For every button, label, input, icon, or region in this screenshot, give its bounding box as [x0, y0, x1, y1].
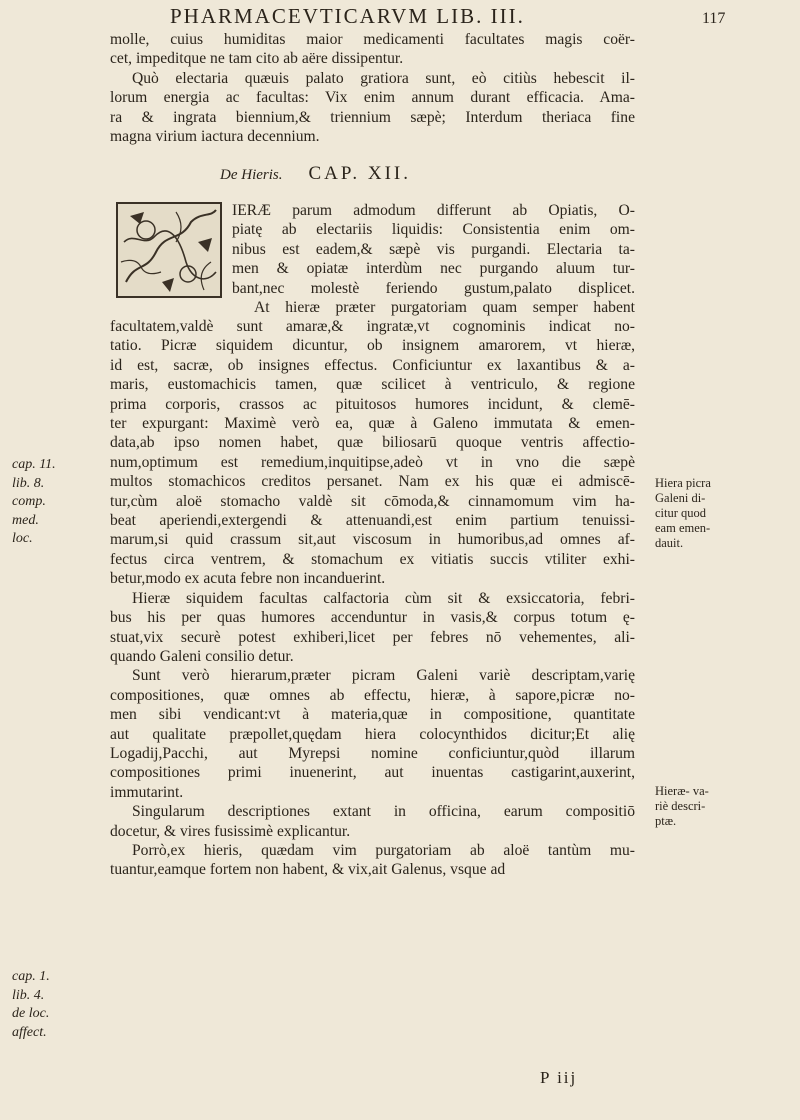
chapter-heading [220, 163, 580, 185]
text-line: magna virium iactura decennium. [110, 128, 320, 146]
margin-line: lib. 8. [12, 475, 45, 491]
text-line: immutarint. [110, 783, 184, 801]
margin-line: cap. 11. [12, 457, 56, 472]
text-line: piatę ab electariis liquidis: Consistentia enim om- [232, 221, 635, 239]
text-line: facultatem,valdè sunt amaræ,& ingratæ,vt cognominis indicat no- [110, 318, 635, 335]
margin-line: ptæ. [655, 814, 677, 828]
text-line: cet, impeditque ne tam cito ab aëre dissipentur. [110, 50, 404, 68]
text-line: bus his per quas humores accenduntur in vasis,& corpus totum ę- [110, 609, 635, 627]
text-line: Sunt verò hierarum,præter picram Galeni variè descriptam,varię [132, 667, 635, 685]
margin-line: comp. [12, 494, 46, 510]
margin-line: eam emen- [655, 521, 711, 535]
margin-line: lib. 4. [12, 987, 45, 1003]
text-line: Quò electaria quæuis palato gratiora sunt, eò citiùs hebescit il- [132, 69, 635, 87]
margin-line: de loc. [12, 1006, 50, 1022]
text-line: prima corporis, crassos ac pituitosos humores incidunt, & clemē- [110, 395, 635, 413]
chapter-opening-lines [232, 201, 635, 317]
margin-line: Hiera picra [655, 476, 711, 490]
text-line: data,ab ipso nomen habet, quæ biliosarū quoque ventris affectio- [110, 434, 635, 452]
page-number: 117 [702, 10, 726, 27]
text-line: lorum energia ac facultas: Vix enim annum durant efficacia. Ama- [110, 89, 635, 107]
margin-line: cap. 1. [12, 969, 50, 984]
text-line: maris, eustomachicis tamen, quæ scilicet à ventriculo, & regione [110, 376, 635, 394]
text-line: compositiones, quæ omnes ab effectu, hieræ, à sapore,picræ no- [110, 686, 635, 704]
text-line: IERÆ parum admodum differunt ab Opiatis, O- [232, 202, 635, 219]
margin-line: Hieræ- va- [655, 784, 709, 798]
text-line: quando Galeni consilio detur. [110, 647, 294, 665]
margin-reference-galen [12, 456, 88, 549]
text-line: tuantur,eamque fortem non habent, & vix,ait Galenus, vsque ad [110, 861, 506, 879]
intro-paragraphs [110, 30, 635, 146]
text-line: Porrò,ex hieris, quædam vim purgatoriam ab aloë tantùm mu- [132, 841, 635, 859]
margin-note-hierae-variae [655, 784, 785, 829]
text-line: aut qualitate præpollet,quędam hiera colocynthidos dicitur;Et alię [110, 725, 635, 743]
text-line: men & opiatæ interdùm nec purgando aluum tur- [232, 260, 635, 278]
margin-line: citur quod [655, 506, 707, 520]
text-line: tur,cùm aloë stomacho valdè sit cōmoda,& cinnamomum vim ha- [110, 492, 635, 510]
chapter-body [110, 317, 635, 880]
text-line: nibus est eadem,& sæpè vis purgandi. Electaria ta- [232, 240, 635, 258]
text-line: beat aperiendi,extergendi & attenuandi,est enim partium tenuissi- [110, 512, 635, 530]
text-line: molle, cuius humiditas maior medicamenti facultates magis coër- [110, 31, 635, 48]
text-line: Hieræ siquidem facultas calfactoria cùm sit & exsiccatoria, febri- [132, 589, 635, 607]
margin-note-hiera-picra [655, 476, 785, 551]
text-line: Logadij,Pacchi, aut Myrepsi nomine conficiuntur,quòd illarum [110, 744, 635, 762]
text-line: compositiones primi inuenerint, aut inuentas castigarint,auxerint, [110, 764, 635, 782]
signature-mark: P iij [540, 1068, 578, 1087]
margin-line: affect. [12, 1024, 47, 1040]
text-line: men sibi vendicant:vt à materia,quæ in compositione, quantitate [110, 706, 635, 724]
chapter-subtitle: De Hieris. [220, 167, 283, 183]
text-line: Singularum descriptiones extant in officina, earum compositiō [132, 803, 635, 821]
margin-line: Galeni di- [655, 491, 706, 505]
text-line: multos stomachicos creditos persanet. Nam ex his quæ ei admiscē- [110, 473, 635, 491]
text-line: betur,modo ex acuta febre non incanduerint. [110, 570, 386, 588]
text-line: ra & ingrata biennium,& triennium sæpè; Interdum theriaca fine [110, 108, 635, 126]
text-line: stuat,vix securè potest exhiberi,licet per febres nō vehementes, ali- [110, 628, 635, 646]
chapter-number: CAP. XII. [308, 163, 411, 184]
text-line: fectus circa ventrem, & stomachum ex vitiatis succis vtiliter exhi- [110, 550, 635, 568]
text-line: id est, sacræ, ob insignes effectus. Conficiuntur ex laxantibus & a- [110, 356, 635, 374]
text-line: marum,si quid crassum sit,aut viscosum in humoribus,ad omnes af- [110, 531, 635, 549]
margin-line: riè descri- [655, 799, 706, 813]
text-line: docetur, & vires fusissimè explicantur. [110, 822, 351, 840]
margin-line: loc. [12, 531, 33, 547]
text-line: At hieræ præter purgatoriam quam semper habent [254, 299, 635, 317]
text-line: num,optimum est remedium,inquitipse,adeò vt in vno die sæpè [110, 453, 635, 471]
running-title: PHARMACEVTICARVM LIB. III. [170, 4, 525, 28]
margin-reference-loc-affect [12, 968, 88, 1042]
decorated-initial-icon [116, 202, 222, 298]
text-line: ter expurgant: Maximè verò ea, quæ à Galeno immutata & emen- [110, 415, 635, 433]
margin-line: med. [12, 512, 39, 528]
text-line: bant,nec molestè feriendo gustum,palato displicet. [232, 279, 635, 297]
text-line: tatio. Picræ siquidem dicuntur, ob insignem amarorem, vt hieræ, [110, 337, 635, 355]
margin-line: dauit. [655, 536, 684, 550]
